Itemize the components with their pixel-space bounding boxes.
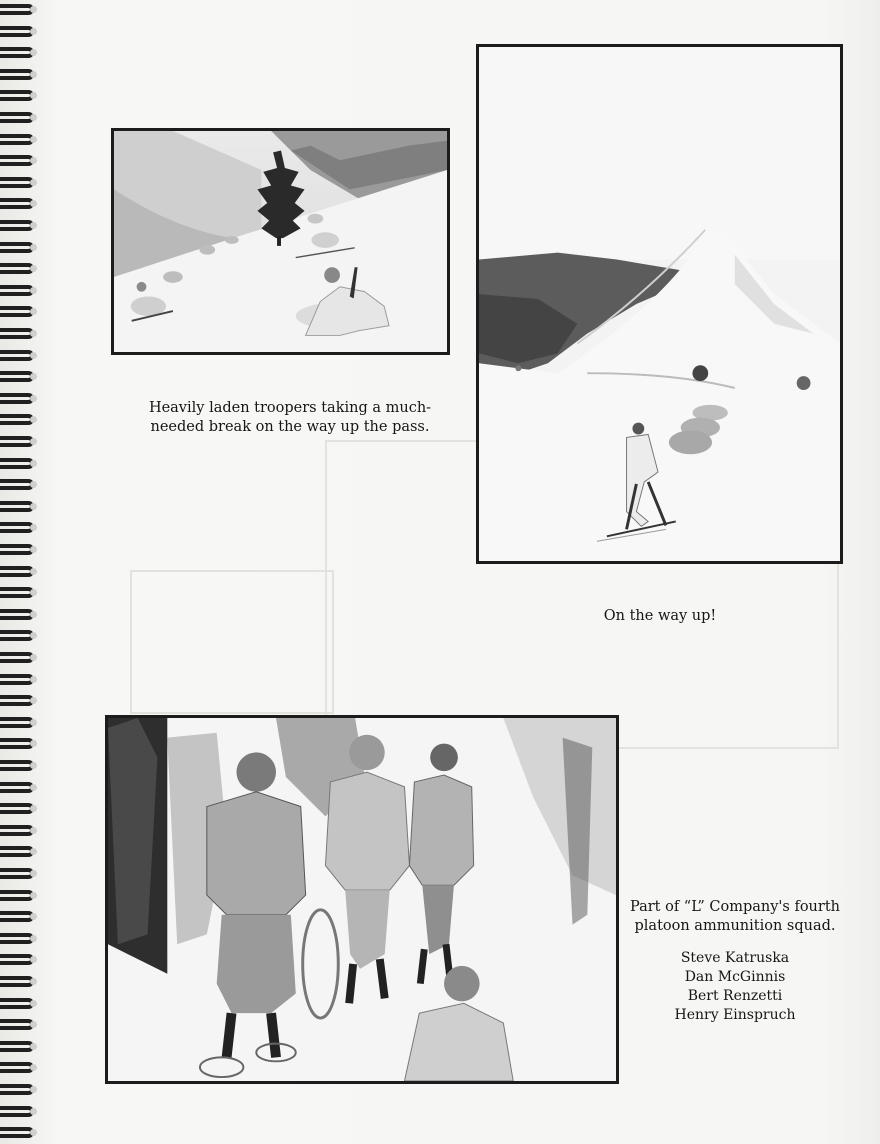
binding-hole bbox=[30, 200, 37, 207]
binding-coil bbox=[0, 1041, 34, 1052]
photo-image bbox=[479, 47, 840, 561]
binding-hole bbox=[30, 49, 37, 56]
binding-hole bbox=[30, 1108, 37, 1115]
binding-hole bbox=[30, 956, 37, 963]
binding-coil bbox=[0, 1127, 34, 1138]
binding-coil bbox=[0, 1019, 34, 1030]
binding-hole bbox=[30, 1043, 37, 1050]
binding-hole bbox=[30, 719, 37, 726]
binding-coil bbox=[0, 177, 34, 188]
binding-hole bbox=[30, 1129, 37, 1136]
binding-hole bbox=[30, 179, 37, 186]
binding-hole bbox=[30, 524, 37, 531]
binding-coil bbox=[0, 890, 34, 901]
name-item: Henry Einspruch bbox=[674, 1007, 796, 1023]
squad-names bbox=[640, 949, 830, 1025]
binding-coil bbox=[0, 47, 34, 58]
caption-line: Part of “L” Company's fourth bbox=[629, 899, 840, 915]
binding-coil bbox=[0, 954, 34, 965]
binding-hole bbox=[30, 935, 37, 942]
binding-hole bbox=[30, 308, 37, 315]
binding-coil bbox=[0, 998, 34, 1009]
binding-hole bbox=[30, 870, 37, 877]
binding-hole bbox=[30, 503, 37, 510]
caption-line: needed break on the way up the pass. bbox=[150, 419, 430, 435]
binding-coil bbox=[0, 112, 34, 123]
binding-coil bbox=[0, 134, 34, 145]
binding-coil bbox=[0, 695, 34, 706]
binding-hole bbox=[30, 481, 37, 488]
binding-coil bbox=[0, 652, 34, 663]
binding-hole bbox=[30, 373, 37, 380]
binding-hole bbox=[30, 416, 37, 423]
photo-on-the-way-up bbox=[476, 44, 843, 564]
binding-hole bbox=[30, 913, 37, 920]
binding-coil bbox=[0, 717, 34, 728]
binding-coil bbox=[0, 479, 34, 490]
binding-hole bbox=[30, 244, 37, 251]
photo-ammunition-squad bbox=[105, 715, 619, 1084]
binding-hole bbox=[30, 568, 37, 575]
binding-hole bbox=[30, 1021, 37, 1028]
binding-hole bbox=[30, 589, 37, 596]
binding-coil bbox=[0, 436, 34, 447]
binding-coil bbox=[0, 1084, 34, 1095]
binding-hole bbox=[30, 632, 37, 639]
binding-coil bbox=[0, 738, 34, 749]
binding-hole bbox=[30, 892, 37, 899]
binding-hole bbox=[30, 740, 37, 747]
binding-hole bbox=[30, 330, 37, 337]
caption-troopers-resting bbox=[120, 399, 460, 437]
binding-hole bbox=[30, 1000, 37, 1007]
binding-coil bbox=[0, 198, 34, 209]
binding-coil bbox=[0, 414, 34, 425]
binding-coil bbox=[0, 328, 34, 339]
binding-coil bbox=[0, 868, 34, 879]
photo-troopers-resting bbox=[111, 128, 450, 355]
binding-coil bbox=[0, 846, 34, 857]
binding-hole bbox=[30, 136, 37, 143]
binding-hole bbox=[30, 676, 37, 683]
binding-hole bbox=[30, 352, 37, 359]
caption-line: platoon ammunition squad. bbox=[634, 918, 836, 934]
binding-coil bbox=[0, 393, 34, 404]
binding-hole bbox=[30, 762, 37, 769]
caption-ammunition-squad bbox=[624, 898, 846, 936]
photo-image bbox=[114, 131, 447, 352]
binding-hole bbox=[30, 71, 37, 78]
binding-coil bbox=[0, 90, 34, 101]
binding-coil bbox=[0, 976, 34, 987]
binding-coil bbox=[0, 350, 34, 361]
binding-hole bbox=[30, 222, 37, 229]
binding-coil bbox=[0, 522, 34, 533]
binding-coil bbox=[0, 155, 34, 166]
binding-hole bbox=[30, 6, 37, 13]
binding-hole bbox=[30, 157, 37, 164]
binding-hole bbox=[30, 28, 37, 35]
binding-coil bbox=[0, 220, 34, 231]
binding-hole bbox=[30, 978, 37, 985]
binding-coil bbox=[0, 674, 34, 685]
binding-coil bbox=[0, 587, 34, 598]
photo-image bbox=[108, 718, 616, 1081]
binding-coil bbox=[0, 825, 34, 836]
binding-coil bbox=[0, 544, 34, 555]
binding-hole bbox=[30, 805, 37, 812]
binding-hole bbox=[30, 287, 37, 294]
binding-hole bbox=[30, 395, 37, 402]
binding-coil bbox=[0, 501, 34, 512]
binding-hole bbox=[30, 114, 37, 121]
binding-coil bbox=[0, 285, 34, 296]
binding-hole bbox=[30, 784, 37, 791]
binding-coil bbox=[0, 782, 34, 793]
binding-hole bbox=[30, 546, 37, 553]
binding-coil bbox=[0, 760, 34, 771]
bleed-through-frame bbox=[130, 570, 334, 714]
binding-hole bbox=[30, 827, 37, 834]
binding-coil bbox=[0, 26, 34, 37]
binding-hole bbox=[30, 697, 37, 704]
binding-coil bbox=[0, 566, 34, 577]
binding-coil bbox=[0, 911, 34, 922]
name-item: Bert Renzetti bbox=[687, 988, 783, 1004]
spiral-binding bbox=[0, 0, 46, 1144]
binding-coil bbox=[0, 1062, 34, 1073]
binding-coil bbox=[0, 263, 34, 274]
binding-coil bbox=[0, 803, 34, 814]
binding-coil bbox=[0, 458, 34, 469]
binding-coil bbox=[0, 933, 34, 944]
binding-coil bbox=[0, 4, 34, 15]
binding-hole bbox=[30, 611, 37, 618]
binding-hole bbox=[30, 1064, 37, 1071]
binding-coil bbox=[0, 630, 34, 641]
binding-coil bbox=[0, 69, 34, 80]
name-item: Dan McGinnis bbox=[684, 969, 786, 985]
caption-on-the-way-up: On the way up! bbox=[603, 608, 717, 624]
binding-hole bbox=[30, 848, 37, 855]
binding-coil bbox=[0, 371, 34, 382]
binding-hole bbox=[30, 460, 37, 467]
binding-coil bbox=[0, 1106, 34, 1117]
binding-coil bbox=[0, 609, 34, 620]
binding-coil bbox=[0, 242, 34, 253]
binding-hole bbox=[30, 654, 37, 661]
name-item: Steve Katruska bbox=[680, 950, 790, 966]
binding-coil bbox=[0, 306, 34, 317]
binding-hole bbox=[30, 1086, 37, 1093]
binding-hole bbox=[30, 438, 37, 445]
caption-line: Heavily laden troopers taking a much- bbox=[148, 400, 432, 416]
binding-hole bbox=[30, 92, 37, 99]
binding-hole bbox=[30, 265, 37, 272]
